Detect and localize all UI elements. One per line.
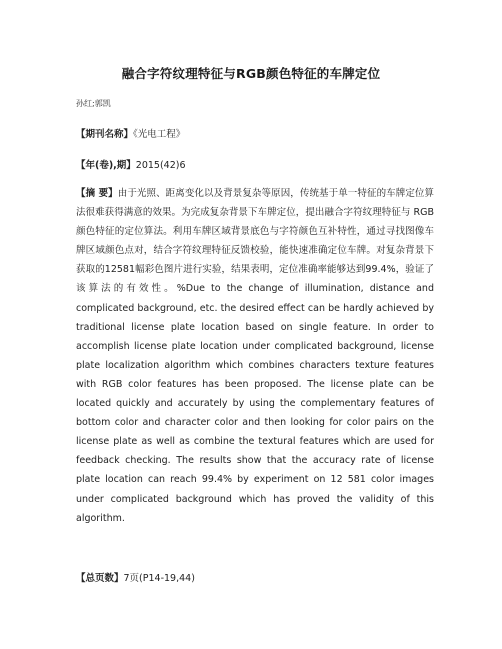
journal-line	[76, 126, 185, 140]
pages-label: 【总页数】	[76, 573, 124, 584]
volume-line	[76, 157, 186, 171]
abstract-text-en: %Due to the change of illumination, distance and complicated background, etc. the desired effect can be hardly achieved by traditional license plate location based on single feature. In order to accomplish license plate location under complicated background, license plate localization algorithm which combines characters texture features with RGB color features has been proposed. The license plate can be located quickly and accurately by using the complementary features of bottom color and character color and then looking for color pairs on the license plate as well as combine the textural features which are used for feedback checking. The results show that the accuracy rate of license plate location can reach 99.4% by experiment on 12 581 color images under complicated background which has proved the validity of this algorithm.	[76, 283, 434, 524]
volume-value: 2015(42)6	[135, 160, 186, 171]
volume-label: 【年(卷),期】	[76, 160, 136, 171]
abstract-label: 【摘 要】	[76, 188, 118, 199]
paper-title: 融合字符纹理特征与RGB颜色特征的车牌定位	[121, 66, 381, 81]
journal-label: 【期刊名称】	[76, 129, 134, 140]
abstract-block	[76, 184, 434, 528]
paper-authors: 孙红;郭凯	[76, 99, 111, 108]
journal-value: 《光电工程》	[133, 129, 186, 140]
pages-value: 7页(P14-19,44)	[123, 573, 195, 584]
pages-line	[76, 570, 195, 584]
abstract-text-cn: 由于光照、距离变化以及背景复杂等原因，传统基于单一特征的车牌定位算法很难获得满意的效果。为完成复杂背景下车牌定位，提出融合字符纹理特征与 RGB 颜色特征的定位算法。利用车牌区域背景底色与字符颜色互补特性，通过寻找图像车牌区域颜色点对，结合字符纹理特征反馈校验，能快速准确定位车牌。对复杂背景下获取的12581幅彩色图片进行实验，结果表明，定位准确率能够达到99.4%，验证了该算法的有效性。	[76, 188, 434, 295]
